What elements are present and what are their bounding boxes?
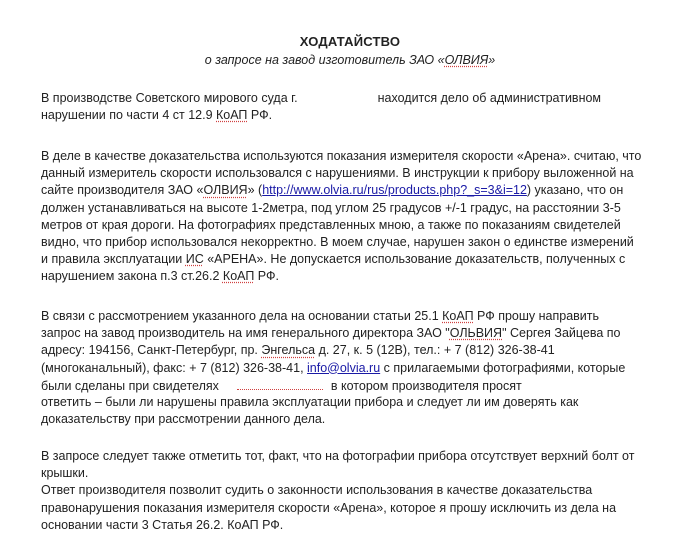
email-link[interactable]: info@olvia.ru [307,360,381,375]
paragraph-conclusion [41,448,671,534]
text-segment: " Сергея Зайцева по [502,326,621,341]
paragraph-line [41,377,671,394]
olvia-products-link[interactable]: http://www.olvia.ru/rus/products.php?_s=3&i=12 [262,183,527,198]
document-title: ХОДАТАЙСТВО [299,34,401,49]
paragraph-evidence [41,148,671,286]
paragraph-line: В деле в качестве доказательства используются показания измерителя скорости «Арена». считаю, что [41,149,642,163]
paragraph-line: доказательству при рассмотрении данного дела. [41,412,326,427]
subtitle-close: » [488,53,496,67]
paragraph-line [41,360,671,377]
text-segment: в котором производителя просят [330,378,522,393]
text-segment: и правила эксплуатации [41,252,186,267]
text-segment: ОЛЬВИЯ [449,326,503,341]
text-segment: Энгельса [261,343,316,358]
paragraph-line: правонарушения показания измерителя скорости «Арена», которое я прошу исключить из дела на [41,500,617,515]
paragraph-line: метров от края дороги. На фотографиях представленных мною, а также по показаниям свидетелей [41,217,621,232]
text-segment: находится дело об административном [377,91,602,105]
text-segment: (многоканальный), факс: + 7 (812) 326-38-41, [41,360,308,375]
paragraph-line: основании части 3 Статья 26.2. КоАП РФ. [41,517,284,532]
text-segment: нарушении по части 4 ст 12.9 [41,108,216,123]
text-segment: КоАП [222,269,255,284]
paragraph-request [41,308,671,428]
paragraph-line [41,182,671,199]
paragraph-case-intro [41,90,671,124]
paragraph-line [41,325,671,342]
paragraph-line [41,342,671,359]
paragraph-line: крышки. [41,466,89,481]
text-segment: сайте производителя ЗАО « [41,183,204,198]
subtitle-company: ОЛВИЯ [444,53,489,67]
text-segment: адресу: 194156, Санкт-Петербург, пр. [41,343,262,358]
paragraph-line: данный измеритель скорости использовался с нарушениями. В инструкции к прибору выложенной на [41,166,634,181]
blank-field [237,377,323,390]
text-segment: «АРЕНА». Не допускается использование доказательств, полученных с [203,252,626,267]
text-segment: РФ. [247,108,273,123]
paragraph-line [41,308,671,325]
text-segment: ИС [185,252,204,267]
text-segment: КоАП [442,309,474,323]
text-segment: ) указано, что он [526,183,624,198]
paragraph-line [41,107,671,124]
text-segment: запрос на завод производитель на имя генерального директора ЗАО " [41,326,450,341]
text-segment: В связи с рассмотрением указанного дела на основании статьи 25.1 [41,309,443,323]
document-subtitle [0,53,686,67]
text-segment: В производстве Советского мирового суда г. [41,91,298,105]
subtitle-text: о запросе на завод изготовитель ЗАО « [204,53,445,67]
text-segment: КоАП [216,108,248,123]
text-segment: РФ. [254,269,279,284]
paragraph-line: В запросе следует также отметить тот, факт, что на фотографии прибора отсутствует верхний болт от [41,449,635,463]
text-segment: были сделаны при свидетелях [41,378,219,393]
paragraph-line: видно, что прибор использовался некорректно. В моем случае, нарушен закон о единстве измерений [41,234,634,249]
text-segment: » ( [247,183,263,198]
text-segment: РФ прошу направить [473,309,600,323]
paragraph-line [41,268,671,285]
paragraph-line [41,251,671,268]
paragraph-line: Ответ производителя позволит судить о законности использования в качестве доказательства [41,483,593,498]
paragraph-line [41,90,671,107]
text-segment: нарушением закона п.3 ст.26.2 [41,269,223,284]
text-segment: ОЛВИЯ [203,183,248,198]
text-segment: с прилагаемыми фотографиями, которые [380,360,626,375]
paragraph-line: должен устанавливаться на высоте 1-2метра, под углом 25 градусов +/-1 градус, на расстоянии 3-5 [41,200,621,215]
text-segment: д. 27, к. 5 (12В), тел.: + 7 (812) 326-38-41 [315,343,555,358]
paragraph-line: ответить – были ли нарушены правила эксплуатации прибора и следует ли им доверять как [41,394,579,409]
